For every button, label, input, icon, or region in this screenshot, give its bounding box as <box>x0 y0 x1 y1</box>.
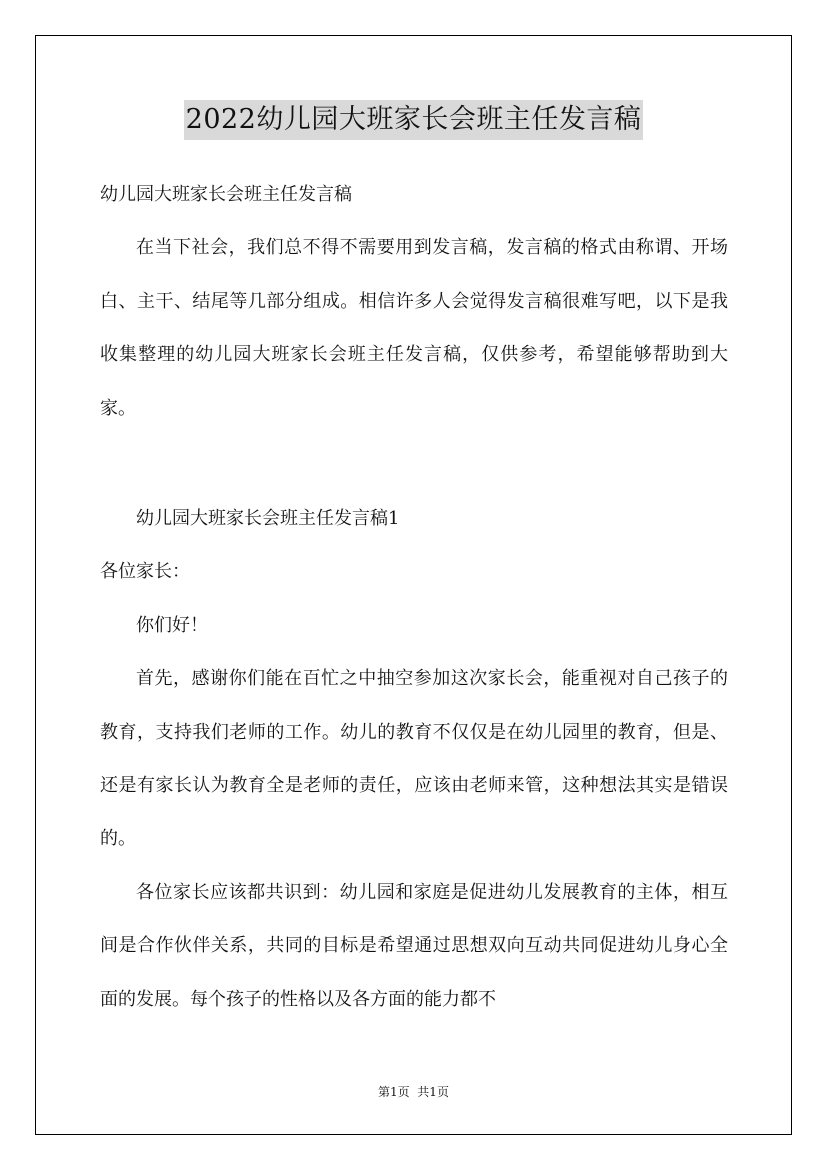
section-heading: 幼儿园大班家长会班主任发言稿1 <box>136 508 400 529</box>
document-subtitle: 幼儿园大班家长会班主任发言稿 <box>100 184 352 205</box>
document-section <box>100 492 728 1026</box>
greeting: 你们好！ <box>136 614 208 636</box>
document-title: 2022幼儿园大班家长会班主任发言稿 <box>184 100 644 140</box>
body-paragraph-2: 各位家长应该都共识到：幼儿园和家庭是促进幼儿发展教育的主体，相互间是合作伙伴关系，共同的目标是希望通过思想双向互动共同促进幼儿身心全面的发展。每个孩子的性格以及各方面的能力都不 <box>100 881 728 1010</box>
page-footer <box>0 1084 827 1100</box>
body-paragraph-1: 首先，感谢你们能在百忙之中抽空参加这次家长会，能重视对自己孩子的教育，支持我们老师的工作。幼儿的教育不仅仅是在幼儿园里的教育，但是、还是有家长认为教育全是老师的责任，应该由老师来管，这种想法其实是错误的。 <box>100 668 728 850</box>
salutation: 各位家长： <box>100 561 190 583</box>
document-body <box>100 168 728 435</box>
intro-paragraph: 在当下社会，我们总不得不需要用到发言稿，发言稿的格式由称谓、开场白、主干、结尾等几部分组成。相信许多人会觉得发言稿很难写吧，以下是我收集整理的幼儿园大班家长会班主任发言稿，仅供参考，希望能够帮助到大家。 <box>100 237 728 419</box>
page-number: 第1页 共1页 <box>378 1085 449 1099</box>
title-container <box>0 100 827 140</box>
